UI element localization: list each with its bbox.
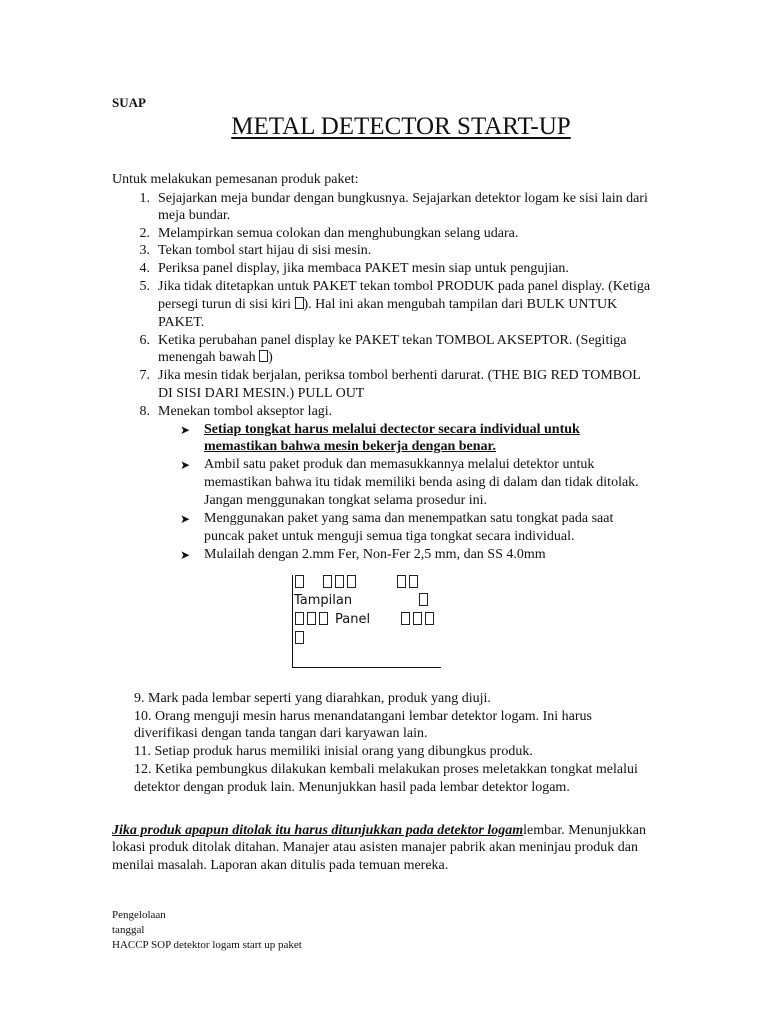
placeholder-glyph-icon [295,631,307,648]
step-text: Menekan tombol akseptor lagi. [158,404,333,419]
note-line: Jika produk apapun ditolak itu harus ditunjukkan pada detektor logamlembar. Menunjukkan [112,823,647,838]
step-number: 6. [139,333,150,348]
step-text: Periksa panel display, jika membaca PAKET mesin siap untuk pengujian. [158,261,569,276]
bullet-text: memastikan bahwa mesin bekerja dengan benar. [204,439,496,454]
step-text: detektor dengan produk lain. Menunjukkan hasil pada lembar detektor logam. [134,780,570,795]
step-text: 12. Ketika pembungkus dilakukan kembali melakukan proses meletakkan tongkat melalui [134,762,638,777]
placeholder-glyph-icon [323,575,359,592]
bullet-text: memastikan bahwa itu tidak memiliki benda asing di dalam dan tidak ditolak. [204,475,639,490]
placeholder-glyph-icon [419,593,431,610]
placeholder-glyph-icon [295,612,331,629]
step-text: Sejajarkan meja bundar dengan bungkusnya. Sejajarkan detektor logam ke sisi lain dari [158,191,648,206]
step-text: Jika tidak ditetapkan untuk PAKET tekan tombol PRODUK pada panel display. (Ketiga [158,279,651,294]
bullet-text: puncak paket untuk menguji semua tiga tongkat secara individual. [204,529,575,544]
bullet-text: Setiap tongkat harus melalui dectector secara individual untuk [204,422,580,437]
step-text: diverifikasi dengan tanda tangan dari karyawan lain. [134,726,428,741]
step-text: Melampirkan semua colokan dan menghubungkan selang udara. [158,226,519,241]
placeholder-glyph-icon [397,575,421,592]
bullet-text: Ambil satu paket produk dan memasukkannya melalui detektor untuk [204,457,595,472]
step-number: 7. [139,368,150,383]
footer-line: HACCP SOP detektor logam start up paket [112,939,302,951]
step-text: 9. Mark pada lembar seperti yang diarahkan, produk yang diuji. [134,691,491,706]
doc-label: SUAP [112,95,146,110]
footer-line: Pengelolaan [112,909,166,921]
arrow-bullet-icon: ➤ [180,548,191,562]
arrow-bullet-icon: ➤ [180,458,191,472]
footer-line: tanggal [112,924,145,936]
bullet-text: Menggunakan paket yang sama dan menempatkan satu tongkat pada saat [204,511,614,526]
step-text: DI SISI DARI MESIN.) PULL OUT [158,386,365,401]
step-number: 1. [139,191,150,206]
placeholder-glyph-icon [401,612,437,629]
bullet-text: Jangan menggunakan tongkat selama prosedur ini. [204,493,488,508]
step-text-line: menengah bawah ) [158,350,273,365]
step-text: Jika mesin tidak berjalan, periksa tombol berhenti darurat. (THE BIG RED TOMBOL [158,368,641,383]
step-number: 8. [139,404,150,419]
panel-display-diagram [292,575,441,668]
square-symbol-icon [295,297,304,309]
panel-panel-label: Panel [335,612,371,627]
step-text: 10. Orang menguji mesin harus menandatangani lembar detektor logam. Ini harus [134,709,592,724]
note-emphasis: Jika produk apapun ditolak itu harus ditunjukkan pada detektor logam [112,823,524,838]
placeholder-glyph-icon [295,575,307,592]
step-number: 5. [139,279,150,294]
arrow-bullet-icon: ➤ [180,512,191,526]
arrow-bullet-icon: ➤ [180,423,191,437]
step-number: 2. [139,226,150,241]
step-number: 3. [139,243,150,258]
panel-tampilan-label: Tampilan [294,593,353,608]
step-text: meja bundar. [158,208,231,223]
doc-title: METAL DETECTOR START-UP [231,113,571,140]
step-text: PAKET. [158,315,205,330]
intro-text: Untuk melakukan pemesanan produk paket: [112,172,359,187]
step-text: 11. Setiap produk harus memiliki inisial orang yang dibungkus produk. [134,744,533,759]
step-text-line: persegi turun di sisi kiri ). Hal ini akan mengubah tampilan dari BULK UNTUK [158,297,618,312]
square-symbol-icon [259,350,268,362]
note-line: menilai masalah. Laporan akan ditulis pada temuan mereka. [112,858,449,873]
bullet-text: Mulailah dengan 2.mm Fer, Non-Fer 2,5 mm, dan SS 4.0mm [204,547,546,562]
step-text: Tekan tombol start hijau di sisi mesin. [158,243,372,258]
note-line: lokasi produk ditolak ditahan. Manajer atau asisten manajer pabrik akan meninjau produk dan [112,840,639,855]
step-text: Ketika perubahan panel display ke PAKET tekan TOMBOL AKSEPTOR. (Segitiga [158,333,627,348]
step-number: 4. [139,261,150,276]
